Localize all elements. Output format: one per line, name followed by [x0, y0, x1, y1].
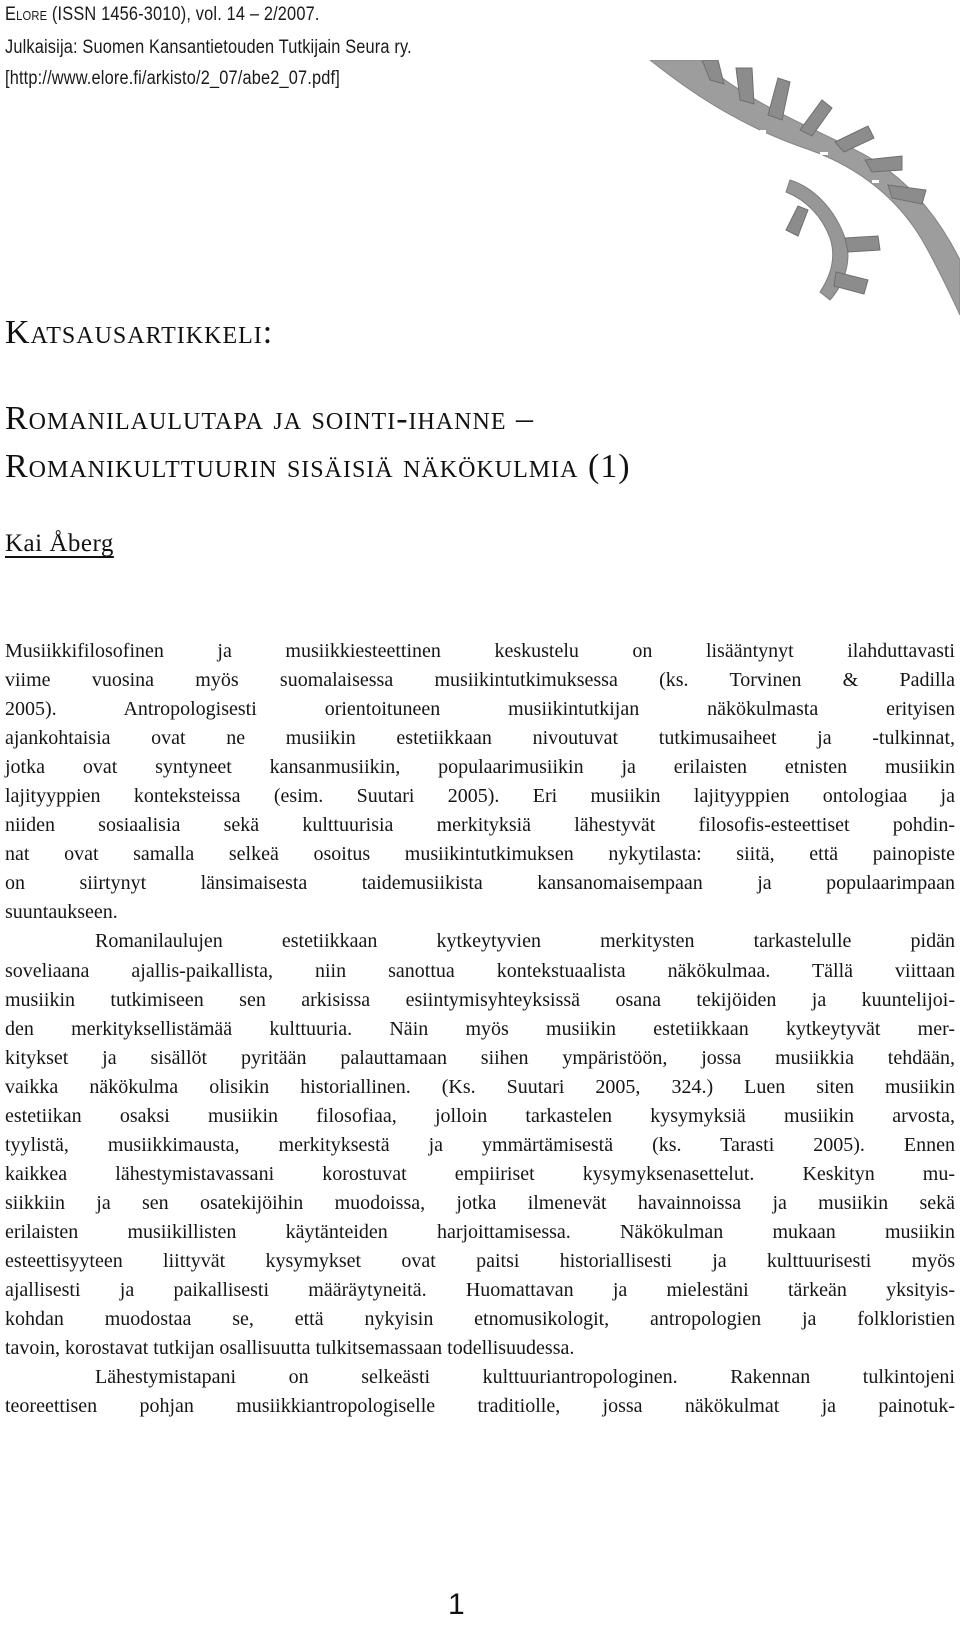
body-line: 2005). Antropologisesti orientoituneen musiikintutkijan näkökulmasta erityisen	[5, 698, 955, 721]
body-line: niiden sosiaalisia sekä kulttuurisia merkityksiä lähestyvät filosofis-esteettiset pohdin-	[5, 814, 955, 837]
body-line: lajityyppien konteksteissa (esim. Suutari 2005). Eri musiikin lajityyppien ontologiaa ja	[5, 785, 955, 808]
body-line: kitykset ja sisällöt pyritään palauttamaan siihen ympäristöön, jossa musiikkia tehdään,	[5, 1046, 955, 1069]
article-url[interactable]: [http://www.elore.fi/arkisto/2_07/abe2_07.pdf]	[5, 68, 340, 89]
page-number: 1	[448, 1588, 465, 1621]
article-title-line-2: Romanikulttuurin sisäisiä näkökulmia (1)	[5, 448, 631, 485]
publisher-line: Julkaisija: Suomen Kansantietouden Tutkijain Seura ry.	[5, 37, 412, 58]
body-line: kaikkea lähestymistavassani korostuvat empiiriset kysymyksenasettelut. Keskityn mu-	[5, 1162, 955, 1185]
body-line: vaikka näkökulma olisikin historiallinen. (Ks. Suutari 2005, 324.) Luen siten musiikin	[5, 1075, 955, 1098]
body-text	[5, 637, 955, 1421]
journal-name: Elore	[5, 4, 48, 25]
body-line: erilaisten musiikillisten käytänteiden harjoittamisessa. Näkökulman mukaan musiikin	[5, 1220, 955, 1243]
body-line: siikkiin ja sen osatekijöihin muodoissa, jotka ilmenevät havainnoissa ja musiikin sekä	[5, 1191, 955, 1214]
journal-citation	[5, 4, 320, 26]
body-line: teoreettisen pohjan musiikkiantropologiselle traditiolle, jossa näkökulmat ja painotuk-	[5, 1395, 955, 1418]
body-line: Romanilaulujen estetiikkaan kytkeytyvien merkitysten tarkastelulle pidän	[95, 930, 955, 953]
body-line: jotka ovat syntyneet kansanmusiikin, populaarimusiikin ja erilaisten etnisten musiikin	[5, 756, 955, 779]
body-line: esteettisyyteen liittyvät kysymykset ovat paitsi historiallisesti ja kulttuurisesti myös	[5, 1249, 955, 1272]
body-line: Musiikkifilosofinen ja musiikkiesteettinen keskustelu on lisääntynyt ilahduttavasti	[5, 640, 955, 662]
body-line: ajankohtaisia ovat ne musiikin estetiikkaan nivoutuvat tutkimusaiheet ja -tulkinnat,	[5, 727, 955, 750]
body-line: soveliaana ajallis-paikallista, niin sanottua kontekstuaalista näkökulmaa. Tällä viittaan	[5, 959, 955, 982]
body-line: on siirtynyt länsimaisesta taidemusiikista kansanomaisempaan ja populaarimpaan	[5, 872, 955, 895]
body-line: den merkityksellistämää kulttuuria. Näin myös musiikin estetiikkaan kytkeytyvät mer-	[5, 1017, 955, 1040]
body-line: suuntaukseen.	[5, 901, 118, 924]
body-line: estetiikan osaksi musiikin filosofiaa, jolloin tarkastelen kysymyksiä musiikin arvosta,	[5, 1104, 955, 1127]
body-line: Lähestymistapani on selkeästi kulttuuriantropologinen. Rakennan tulkintojeni	[95, 1366, 955, 1389]
antler-ornament-icon	[640, 60, 960, 320]
issn-issue: (ISSN 1456-3010), vol. 14 – 2/2007.	[51, 4, 320, 25]
body-line: tavoin, korostavat tutkijan osallisuutta tulkitsemassaan todellisuudessa.	[5, 1337, 575, 1360]
body-line: ajallisesti ja paikallisesti määräytyneitä. Huomattavan ja mielestäni tärkeän yksityis-	[5, 1279, 955, 1302]
article-title-line-1: Romanilaulutapa ja sointi-ihanne –	[5, 400, 534, 437]
body-line: kohdan muodostaa se, että nykyisin etnomusikologit, antropologien ja folkloristien	[5, 1308, 955, 1331]
body-line: musiikin tutkimiseen sen arkisissa esiintymisyhteyksissä osana tekijöiden ja kuuntelijoi-	[5, 988, 955, 1011]
body-line: viime vuosina myös suomalaisessa musiikintutkimuksessa (ks. Torvinen & Padilla	[5, 669, 955, 692]
body-line: nat ovat samalla selkeä osoitus musiikintutkimuksen nykytilasta: siitä, että painopiste	[5, 843, 955, 866]
article-type-heading: Katsausartikkeli:	[5, 314, 274, 351]
body-line: tyylistä, musiikkimausta, merkityksestä ja ymmärtämisestä (ks. Tarasti 2005). Ennen	[5, 1133, 955, 1156]
author-name[interactable]: Kai Åberg	[5, 530, 114, 557]
